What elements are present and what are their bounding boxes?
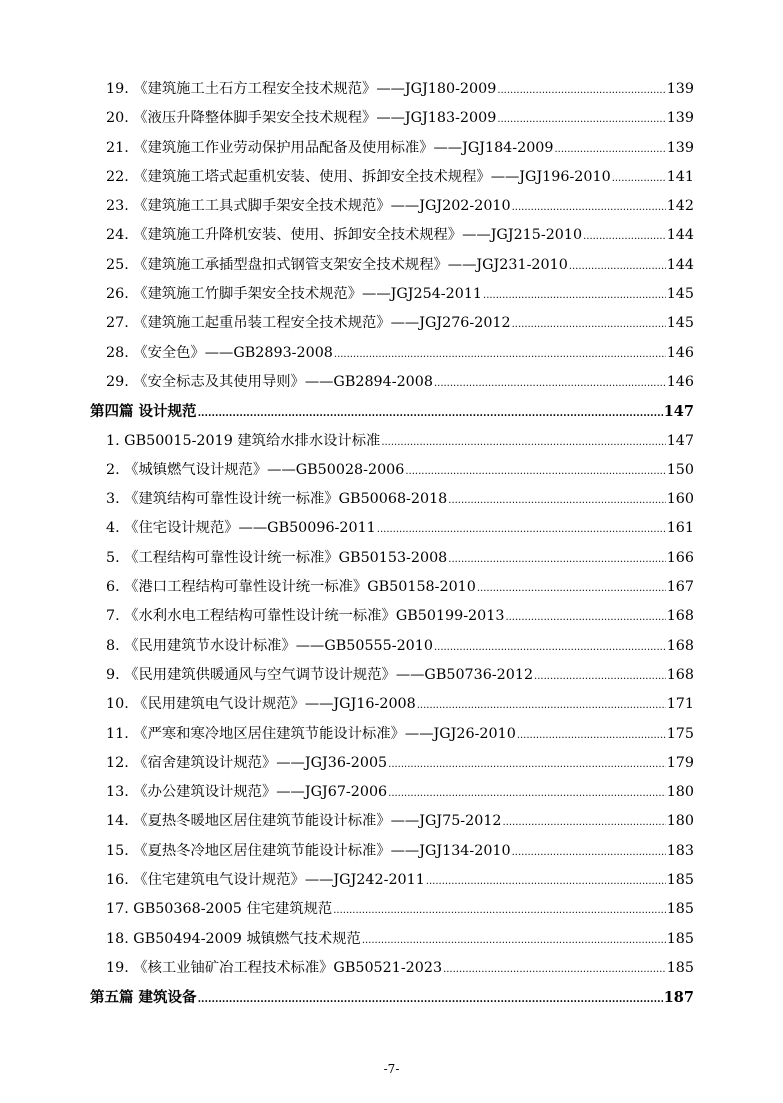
toc-entry-page: 146 [666,344,694,361]
toc-entry[interactable] [90,840,694,869]
toc-entry-page: 185 [666,901,694,918]
leader-dots [334,349,666,360]
toc-entry[interactable] [90,752,694,781]
toc-entry-page: 167 [666,579,694,596]
toc-entry[interactable] [90,605,694,634]
leader-dots [381,437,665,448]
leader-dots [505,612,665,623]
leader-dots [503,817,666,828]
toc-entry-title: 17. GB50368-2005 住宅建筑规范 [106,901,333,918]
toc-entry-title: 6. 《港口工程结构可靠性设计统一标准》GB50158-2010 [106,579,476,596]
toc-entry-page: 180 [666,813,694,830]
toc-entry-page: 139 [666,139,694,156]
toc-entry-title: 16. 《住宅建筑电气设计规范》——JGJ242-2011 [106,872,425,889]
toc-entry[interactable] [90,195,694,224]
toc-entry[interactable] [90,342,694,371]
toc-entry-title: 2. 《城镇燃气设计规范》——GB50028-2006 [106,461,405,478]
toc-entry-title: 14. 《夏热冬暖地区居住建筑节能设计标准》——JGJ75-2012 [106,813,502,830]
toc-entry-page: 166 [666,549,694,566]
toc-section-page: 147 [663,403,694,421]
toc-entry[interactable] [90,928,694,957]
toc-entry-title: 8. 《民用建筑节水设计标准》——GB50555-2010 [106,637,433,654]
toc-entry-page: 185 [666,930,694,947]
toc-entry-page: 171 [666,696,694,713]
leader-dots [434,378,666,389]
toc-entry-page: 145 [666,286,694,303]
toc-entry[interactable] [90,547,694,576]
leader-dots [417,700,666,711]
leader-dots [388,759,666,770]
toc-entry-title: 13. 《办公建筑设计规范》——JGJ67-2006 [106,784,388,801]
toc-entry-page: 168 [666,637,694,654]
toc-entry-title: 23. 《建筑施工工具式脚手架安全技术规范》——JGJ202-2010 [106,198,511,215]
toc-entry[interactable] [90,166,694,195]
toc-entry-page: 142 [666,198,694,215]
toc-entry-page: 179 [666,754,694,771]
toc-entry[interactable] [90,869,694,898]
toc-entry-title: 24. 《建筑施工升降机安装、使用、拆卸安全技术规程》——JGJ215-2010 [106,227,583,244]
toc-entry-title: 5. 《工程结构可靠性设计统一标准》GB50153-2008 [106,549,448,566]
toc-section-heading[interactable] [90,986,694,1015]
toc-entry[interactable] [90,224,694,253]
leader-dots [448,554,665,565]
leader-dots [405,466,665,477]
toc-entry-title: 21. 《建筑施工作业劳动保护用品配备及使用标准》——JGJ184-2009 [106,139,554,156]
toc-entry[interactable] [90,430,694,459]
toc-entry[interactable] [90,957,694,986]
toc-entry-page: 150 [666,461,694,478]
leader-dots [434,642,666,653]
leader-dots [497,85,665,96]
toc-entry-title: 10. 《民用建筑电气设计规范》——JGJ16-2008 [106,696,416,713]
toc-entry-title: 1. GB50015-2019 建筑给水排水设计标准 [106,432,381,449]
leader-dots [612,173,666,184]
toc-entry[interactable] [90,693,694,722]
toc-entry-title: 11. 《严寒和寒冷地区居住建筑节能设计标准》——JGJ26-2010 [106,725,516,742]
toc-entry-page: 185 [666,959,694,976]
leader-dots [534,671,666,682]
leader-dots [483,290,666,301]
toc-entry[interactable] [90,137,694,166]
leader-dots [198,408,663,419]
leader-dots [448,495,665,506]
leader-dots [362,935,666,946]
toc-entry-title: 3. 《建筑结构可靠性设计统一标准》GB50068-2018 [106,491,448,508]
toc-entry-title: 28. 《安全色》——GB2893-2008 [106,344,333,361]
toc-entry[interactable] [90,107,694,136]
toc-entry-title: 7. 《水利水电工程结构可靠性设计统一标准》GB50199-2013 [106,608,505,625]
leader-dots [517,730,666,741]
toc-entry-title: 19. 《建筑施工土石方工程安全技术规范》——JGJ180-2009 [106,81,497,97]
toc-entry[interactable] [90,312,694,341]
page-number: -7- [383,1062,400,1076]
toc-entry[interactable] [90,371,694,400]
toc-entry-page: 139 [666,81,694,97]
toc-entry-title: 22. 《建筑施工塔式起重机安装、使用、拆卸安全技术规程》——JGJ196-2010 [106,168,611,185]
toc-entry-title: 9. 《民用建筑供暖通风与空气调节设计规范》——GB50736-2012 [106,666,534,683]
leader-dots [333,905,665,916]
toc-entry-title: 18. GB50494-2009 城镇燃气技术规范 [106,930,361,947]
toc-entry-page: 147 [666,432,694,449]
toc-entry-title: 20. 《液压升降整体脚手架安全技术规程》——JGJ183-2009 [106,110,497,127]
toc-entry-title: 4. 《住宅设计规范》——GB50096-2011 [106,520,376,537]
toc-entry-title: 25. 《建筑施工承插型盘扣式钢管支架安全技术规程》——JGJ231-2010 [106,256,568,273]
toc-entry-title: 26. 《建筑施工竹脚手架安全技术规范》——JGJ254-2011 [106,286,483,303]
leader-dots [443,964,666,975]
toc-entry-page: 144 [666,227,694,244]
toc-entry-page: 139 [666,110,694,127]
leader-dots [583,231,666,242]
leader-dots [198,994,663,1005]
leader-dots [477,583,666,594]
toc-entry-title: 27. 《建筑施工起重吊装工程安全技术规范》——JGJ276-2012 [106,315,511,332]
toc-entry[interactable] [90,664,694,693]
toc-entry-title: 19. 《核工业铀矿冶工程技术标准》GB50521-2023 [106,959,443,976]
toc-section-page: 187 [663,989,694,1007]
toc-entry-title: 15. 《夏热冬冷地区居住建筑节能设计标准》——JGJ134-2010 [106,842,511,859]
toc-entry-page: 144 [666,256,694,273]
leader-dots [512,202,666,213]
toc-entry[interactable] [90,810,694,839]
leader-dots [555,144,666,155]
toc-entry-page: 185 [666,872,694,889]
toc-entry[interactable] [90,254,694,283]
leader-dots [377,524,666,535]
toc-entry[interactable] [90,576,694,605]
leader-dots [426,876,666,887]
leader-dots [512,847,666,858]
leader-dots [388,788,666,799]
toc-entry[interactable] [90,459,694,488]
toc-entry[interactable] [90,517,694,546]
table-of-contents [90,78,694,1016]
toc-entry[interactable] [90,898,694,927]
toc-section-title: 第四篇 设计规范 [90,403,197,421]
toc-entry[interactable] [90,283,694,312]
toc-entry[interactable] [90,635,694,664]
toc-entry-title: 29. 《安全标志及其使用导则》——GB2894-2008 [106,373,433,390]
toc-entry-page: 168 [666,608,694,625]
toc-entry[interactable] [90,781,694,810]
leader-dots [512,319,666,330]
toc-entry[interactable] [90,488,694,517]
toc-entry-page: 146 [666,373,694,390]
toc-section-title: 第五篇 建筑设备 [90,989,197,1007]
toc-entry-page: 160 [666,491,694,508]
toc-entry-page: 180 [666,784,694,801]
leader-dots [497,114,665,125]
toc-section-heading[interactable] [90,400,694,429]
toc-entry-page: 145 [666,315,694,332]
toc-entry[interactable] [90,723,694,752]
toc-entry-page: 161 [666,520,694,537]
toc-entry-page: 141 [666,168,694,185]
toc-entry-title: 12. 《宿舍建筑设计规范》——JGJ36-2005 [106,754,388,771]
toc-entry-page: 175 [666,725,694,742]
leader-dots [569,261,666,272]
toc-entry-page: 183 [666,842,694,859]
toc-entry-page: 168 [666,666,694,683]
toc-entry[interactable] [90,78,694,107]
